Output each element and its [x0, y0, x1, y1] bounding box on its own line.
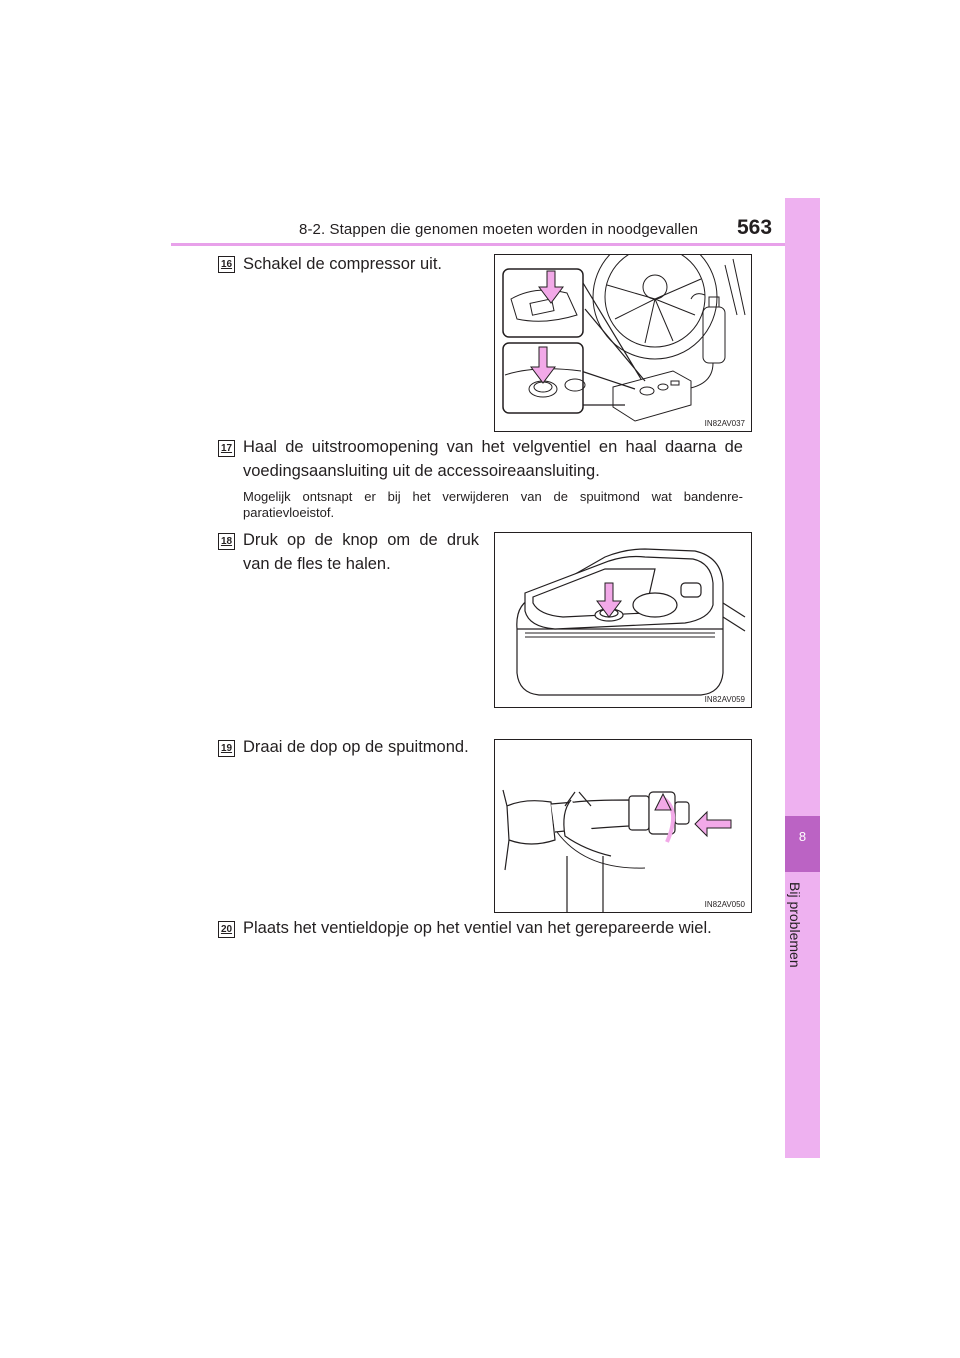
step-note-17-line2: paratievloeistof.	[243, 505, 335, 520]
header-divider	[171, 243, 820, 246]
page-number: 563	[737, 216, 773, 239]
figure-code: IN82AV050	[704, 900, 745, 909]
step-badge-17: 17	[218, 440, 235, 457]
step-badge-19: 19	[218, 740, 235, 757]
chapter-title: Bij problemen	[787, 882, 803, 968]
chapter-number: 8	[798, 829, 807, 844]
step-badge-16: 16	[218, 256, 235, 273]
nozzle-cap-illustration	[495, 740, 751, 912]
figure-pressure-release-button	[494, 532, 752, 708]
step-text-19: Draai de dop op de spuitmond.	[243, 738, 469, 756]
figure-code: IN82AV059	[704, 695, 745, 704]
step-badge-18: 18	[218, 533, 235, 550]
step-text-17-line1: Haal de uitstroomopening van het velgventiel en haal daarna de	[243, 438, 743, 456]
step-text-18-line1: Druk op de knop om de druk	[243, 531, 479, 549]
figure-nozzle-cap	[494, 739, 752, 913]
step-text-20: Plaats het ventieldopje op het ventiel van het gerepareerde wiel.	[243, 919, 712, 937]
chapter-number-box	[785, 816, 820, 872]
figure-compressor-switch	[494, 254, 752, 432]
step-text-16: Schakel de compressor uit.	[243, 255, 443, 273]
section-header: 8-2. Stappen die genomen moeten worden in noodgevallen	[299, 221, 699, 238]
step-text-17-line2: voedingsaansluiting uit de accessoireaansluiting.	[243, 462, 600, 480]
step-text-18-line2: van de fles te halen.	[243, 555, 391, 573]
chapter-side-tab	[785, 198, 820, 1158]
step-badge-20: 20	[218, 921, 235, 938]
step-note-17-line1: Mogelijk ontsnapt er bij het verwijderen van de spuitmond wat bandenre-	[243, 489, 743, 504]
figure-code: IN82AV037	[704, 419, 745, 428]
compressor-top-illustration	[495, 533, 751, 707]
compressor-switch-illustration	[495, 255, 751, 431]
